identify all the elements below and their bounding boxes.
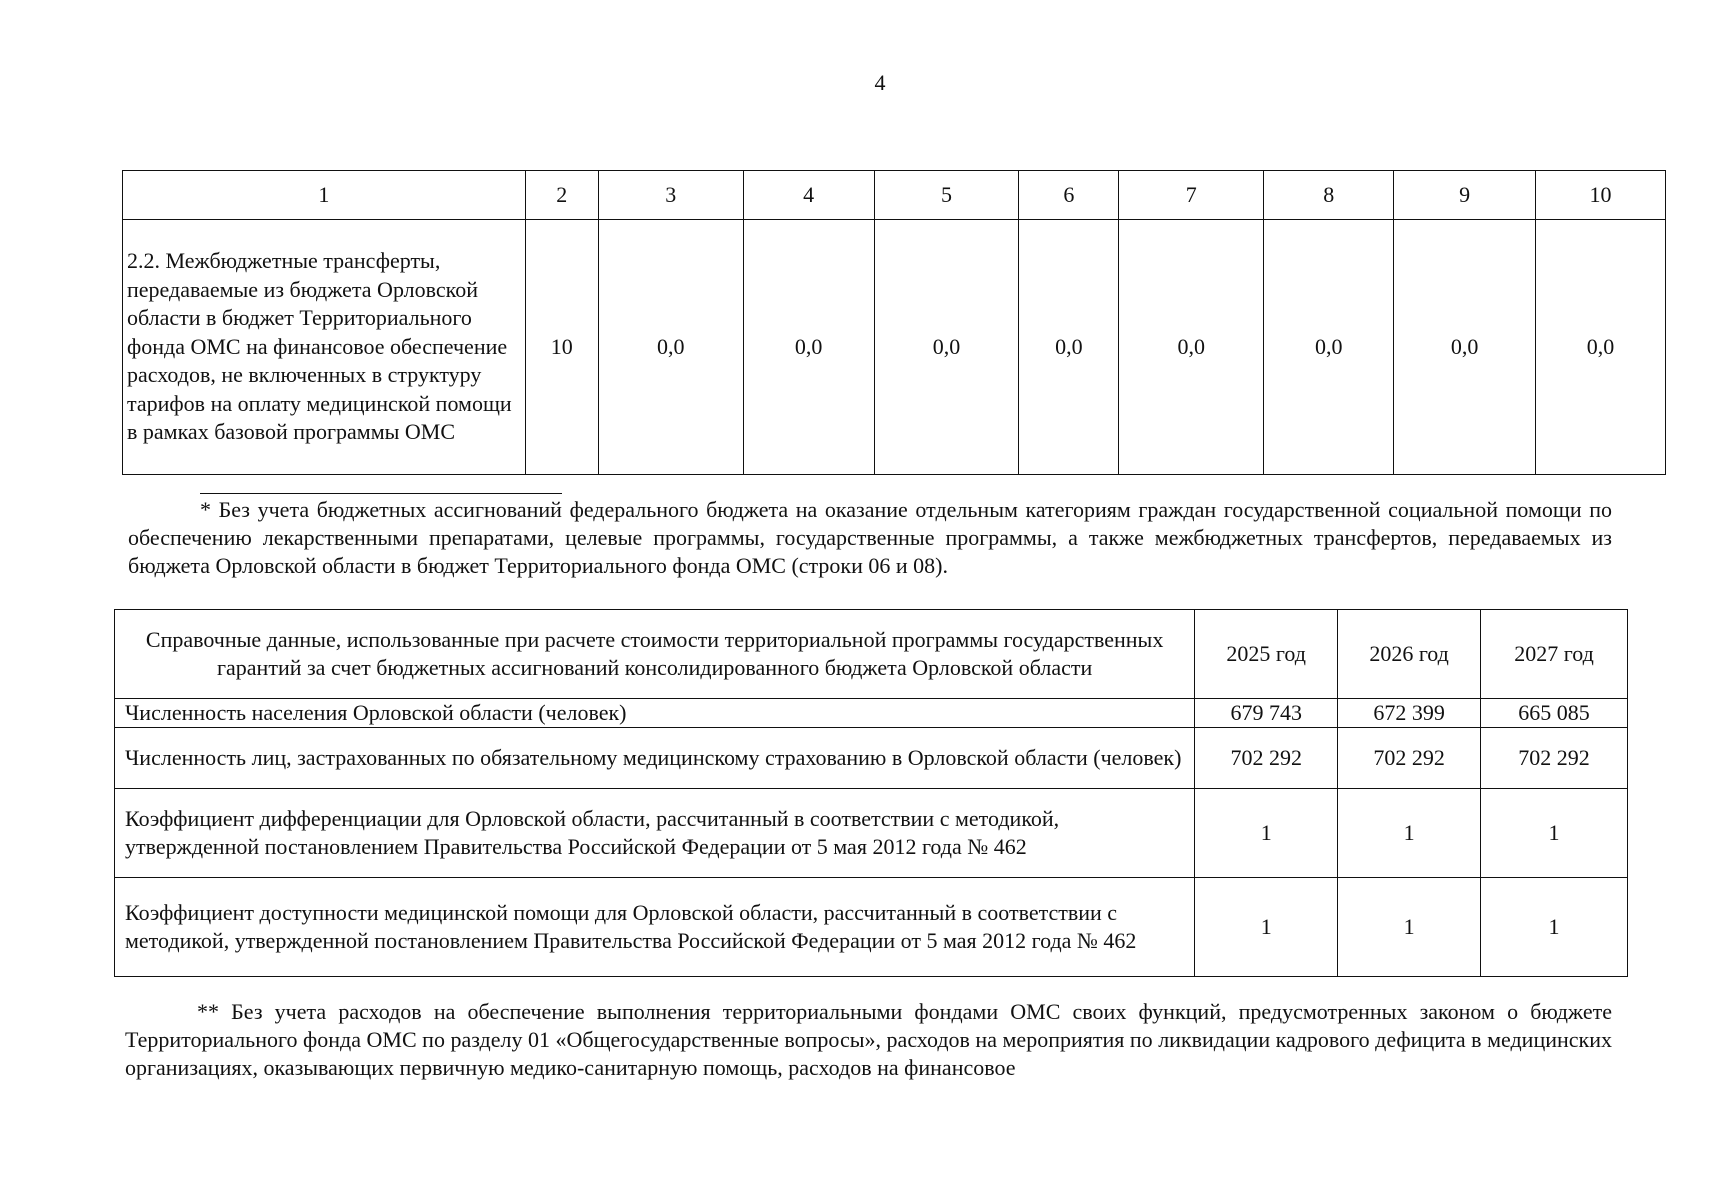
reference-data-table — [114, 609, 1628, 977]
table-cell: 0,0 — [1536, 220, 1666, 475]
column-number: 7 — [1119, 171, 1264, 220]
table-cell: 665 085 — [1481, 699, 1628, 728]
table-row — [123, 220, 1666, 475]
row-description: 2.2. Межбюджетные трансферты, передаваемые из бюджета Орловской области в бюджет Территориального фонда ОМС на финансовое обеспечение расходов, не включенных в структуру тарифов на оплату медицинской помощи в рамках базовой программы ОМС — [123, 220, 526, 475]
row-label: Численность лиц, застрахованных по обязательному медицинскому страхованию в Орловской области (человек) — [115, 728, 1195, 789]
table-cell: 1 — [1338, 878, 1481, 977]
row-code: 10 — [525, 220, 598, 475]
footnote-2: ** Без учета расходов на обеспечение выполнения территориальными фондами ОМС своих функций, предусмотренных законом о бюджете Территориального фонда ОМС по разделу 01 «Общегосударственные вопросы», расходов на мероприятия по ликвидации кадрового дефицита в медицинских организациях, оказывающих первичную медико-санитарную помощь, расходов на финансовое — [125, 999, 1612, 1080]
table-cell: 702 292 — [1195, 728, 1338, 789]
column-number: 2 — [525, 171, 598, 220]
table-row — [115, 878, 1628, 977]
table-row — [115, 699, 1628, 728]
year-header: 2026 год — [1338, 610, 1481, 699]
table-cell: 0,0 — [743, 220, 874, 475]
year-header: 2027 год — [1481, 610, 1628, 699]
row-label: Коэффициент дифференциации для Орловской области, рассчитанный в соответствии с методикой, утвержденной постановлением Правительства Российской Федерации от 5 мая 2012 года № 462 — [115, 789, 1195, 878]
year-header: 2025 год — [1195, 610, 1338, 699]
table-cell: 1 — [1481, 878, 1628, 977]
table-cell: 0,0 — [598, 220, 743, 475]
table-cell: 0,0 — [1019, 220, 1119, 475]
page-number: 4 — [874, 70, 886, 95]
table-cell: 702 292 — [1338, 728, 1481, 789]
column-number: 6 — [1019, 171, 1119, 220]
footnote-divider — [200, 493, 562, 494]
column-number: 10 — [1536, 171, 1666, 220]
column-number: 8 — [1264, 171, 1394, 220]
table-cell: 0,0 — [874, 220, 1019, 475]
table-cell: 679 743 — [1195, 699, 1338, 728]
budget-table — [122, 170, 1666, 475]
table-header-row — [123, 171, 1666, 220]
table-cell: 0,0 — [1264, 220, 1394, 475]
table-cell: 702 292 — [1481, 728, 1628, 789]
column-number: 4 — [743, 171, 874, 220]
table-cell: 672 399 — [1338, 699, 1481, 728]
table-row — [115, 728, 1628, 789]
column-number: 5 — [874, 171, 1019, 220]
table-cell: 1 — [1195, 789, 1338, 878]
footnote-1: * Без учета бюджетных ассигнований федерального бюджета на оказание отдельным категориям граждан государственной социальной помощи по обеспечению лекарственными препаратами, целевые программы, государственные программы, а также межбюджетных трансфертов, передаваемых из бюджета Орловской области в бюджет Территориального фонда ОМС (строки 06 и 08). — [128, 497, 1612, 578]
table-cell: 1 — [1195, 878, 1338, 977]
reference-header: Справочные данные, использованные при расчете стоимости территориальной программы государственных гарантий за счет бюджетных ассигнований консолидированного бюджета Орловской области — [115, 610, 1195, 699]
table-cell: 0,0 — [1119, 220, 1264, 475]
table-cell: 0,0 — [1394, 220, 1536, 475]
row-label: Коэффициент доступности медицинской помощи для Орловской области, рассчитанный в соответствии с методикой, утвержденной постановлением Правительства Российской Федерации от 5 мая 2012 года № 462 — [115, 878, 1195, 977]
column-number: 1 — [123, 171, 526, 220]
column-number: 9 — [1394, 171, 1536, 220]
column-number: 3 — [598, 171, 743, 220]
table-cell: 1 — [1338, 789, 1481, 878]
table-header-row — [115, 610, 1628, 699]
row-label: Численность населения Орловской области (человек) — [115, 699, 1195, 728]
table-cell: 1 — [1481, 789, 1628, 878]
table-row — [115, 789, 1628, 878]
